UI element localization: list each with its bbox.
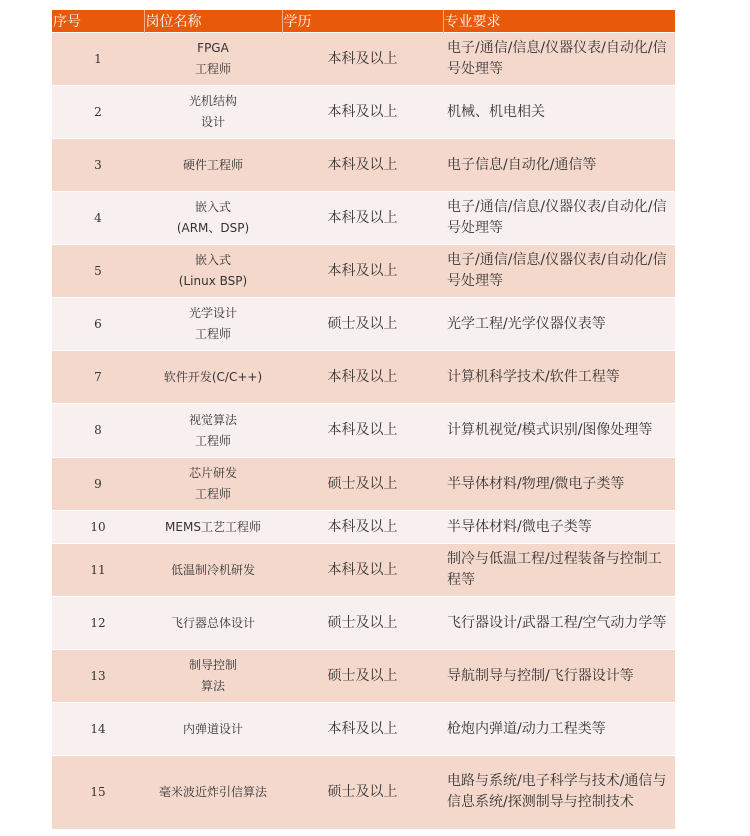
position-name-line: 工程师 bbox=[194, 62, 231, 76]
major-requirement: 半导体材料/微电子类等 bbox=[443, 511, 675, 544]
row-number: 12 bbox=[52, 597, 144, 650]
row-number: 9 bbox=[52, 458, 144, 511]
position-name bbox=[144, 404, 282, 458]
education: 本科及以上 bbox=[282, 703, 443, 756]
education: 本科及以上 bbox=[282, 33, 443, 86]
table-row bbox=[52, 756, 675, 829]
header-position: 岗位名称 bbox=[144, 10, 282, 33]
position-name-line: 嵌入式 bbox=[194, 200, 231, 214]
row-number: 5 bbox=[52, 245, 144, 298]
education: 硕士及以上 bbox=[282, 756, 443, 829]
header-major: 专业要求 bbox=[443, 10, 675, 33]
position-name-line: 芯片研发 bbox=[188, 466, 237, 480]
education: 本科及以上 bbox=[282, 544, 443, 597]
education: 硕士及以上 bbox=[282, 597, 443, 650]
position-name bbox=[144, 544, 282, 597]
education: 本科及以上 bbox=[282, 86, 443, 139]
education: 硕士及以上 bbox=[282, 458, 443, 511]
position-name-line: 嵌入式 bbox=[194, 253, 231, 267]
position-name-line: 软件开发(C/C++) bbox=[163, 369, 263, 384]
major-requirement: 导航制导与控制/飞行器设计等 bbox=[443, 650, 675, 703]
position-name bbox=[144, 298, 282, 351]
major-requirement: 机械、机电相关 bbox=[443, 86, 675, 139]
row-number: 14 bbox=[52, 703, 144, 756]
table-row bbox=[52, 139, 675, 192]
position-name bbox=[144, 351, 282, 404]
position-name-line: 内弹道设计 bbox=[182, 721, 243, 736]
major-requirement: 电子/通信/信息/仪器仪表/自动化/信号处理等 bbox=[443, 245, 675, 298]
education: 本科及以上 bbox=[282, 351, 443, 404]
table-row bbox=[52, 298, 675, 351]
position-name bbox=[144, 756, 282, 829]
major-requirement: 枪炮内弹道/动力工程类等 bbox=[443, 703, 675, 756]
table-row bbox=[52, 86, 675, 139]
education: 本科及以上 bbox=[282, 245, 443, 298]
position-name-line: 工程师 bbox=[194, 487, 231, 501]
position-name-line: (Linux BSP) bbox=[178, 274, 248, 288]
table-row bbox=[52, 650, 675, 703]
position-name bbox=[144, 650, 282, 703]
major-requirement: 光学工程/光学仪器仪表等 bbox=[443, 298, 675, 351]
row-number: 7 bbox=[52, 351, 144, 404]
education: 硕士及以上 bbox=[282, 298, 443, 351]
table-header bbox=[52, 10, 675, 33]
education: 本科及以上 bbox=[282, 139, 443, 192]
header-no: 序号 bbox=[52, 10, 144, 33]
table-row bbox=[52, 458, 675, 511]
table-row bbox=[52, 544, 675, 597]
position-name bbox=[144, 245, 282, 298]
position-name bbox=[144, 597, 282, 650]
position-name bbox=[144, 703, 282, 756]
position-name-line: (ARM、DSP) bbox=[176, 221, 250, 235]
row-number: 10 bbox=[52, 511, 144, 544]
position-name-line: 工程师 bbox=[194, 327, 231, 341]
position-name bbox=[144, 192, 282, 245]
education: 本科及以上 bbox=[282, 511, 443, 544]
major-requirement: 制冷与低温工程/过程装备与控制工程等 bbox=[443, 544, 675, 597]
position-name bbox=[144, 33, 282, 86]
position-name-line: 硬件工程师 bbox=[182, 157, 243, 172]
table-row bbox=[52, 511, 675, 544]
major-requirement: 飞行器设计/武器工程/空气动力学等 bbox=[443, 597, 675, 650]
position-name-line: 视觉算法 bbox=[188, 412, 237, 427]
table-row bbox=[52, 597, 675, 650]
major-requirement: 电子信息/自动化/通信等 bbox=[443, 139, 675, 192]
position-name bbox=[144, 139, 282, 192]
table-row bbox=[52, 245, 675, 298]
row-number: 1 bbox=[52, 33, 144, 86]
row-number: 13 bbox=[52, 650, 144, 703]
position-name-line: 毫米波近炸引信算法 bbox=[158, 784, 267, 799]
row-number: 8 bbox=[52, 404, 144, 458]
position-name bbox=[144, 511, 282, 544]
position-name-line: 工程师 bbox=[194, 433, 231, 448]
position-name-line: 低温制冷机研发 bbox=[170, 562, 255, 577]
position-name-line: 设计 bbox=[200, 115, 225, 129]
major-requirement: 计算机视觉/模式识别/图像处理等 bbox=[443, 404, 675, 458]
major-requirement: 半导体材料/物理/微电子类等 bbox=[443, 458, 675, 511]
major-requirement: 电子/通信/信息/仪器仪表/自动化/信号处理等 bbox=[443, 33, 675, 86]
position-name-line: FPGA bbox=[197, 41, 229, 55]
table-row bbox=[52, 703, 675, 756]
position-name-line: 飞行器总体设计 bbox=[170, 615, 255, 630]
position-name-line: 算法 bbox=[200, 679, 225, 693]
table-row bbox=[52, 404, 675, 458]
position-name-line: 光机结构 bbox=[188, 94, 237, 108]
row-number: 3 bbox=[52, 139, 144, 192]
row-number: 2 bbox=[52, 86, 144, 139]
table-row bbox=[52, 33, 675, 86]
position-name-line: 制导控制 bbox=[188, 658, 237, 672]
row-number: 15 bbox=[52, 756, 144, 829]
row-number: 6 bbox=[52, 298, 144, 351]
position-name-line: 光学设计 bbox=[188, 306, 237, 320]
education: 硕士及以上 bbox=[282, 650, 443, 703]
major-requirement: 电子/通信/信息/仪器仪表/自动化/信号处理等 bbox=[443, 192, 675, 245]
table-row bbox=[52, 192, 675, 245]
table-row bbox=[52, 351, 675, 404]
education: 本科及以上 bbox=[282, 404, 443, 458]
position-name-line: MEMS工艺工程师 bbox=[165, 519, 261, 534]
header-education: 学历 bbox=[282, 10, 443, 33]
row-number: 11 bbox=[52, 544, 144, 597]
position-name bbox=[144, 86, 282, 139]
education: 本科及以上 bbox=[282, 192, 443, 245]
row-number: 4 bbox=[52, 192, 144, 245]
major-requirement: 电路与系统/电子科学与技术/通信与信息系统/探测制导与控制技术 bbox=[443, 756, 675, 829]
position-name bbox=[144, 458, 282, 511]
major-requirement: 计算机科学技术/软件工程等 bbox=[443, 351, 675, 404]
positions-table bbox=[52, 10, 675, 829]
